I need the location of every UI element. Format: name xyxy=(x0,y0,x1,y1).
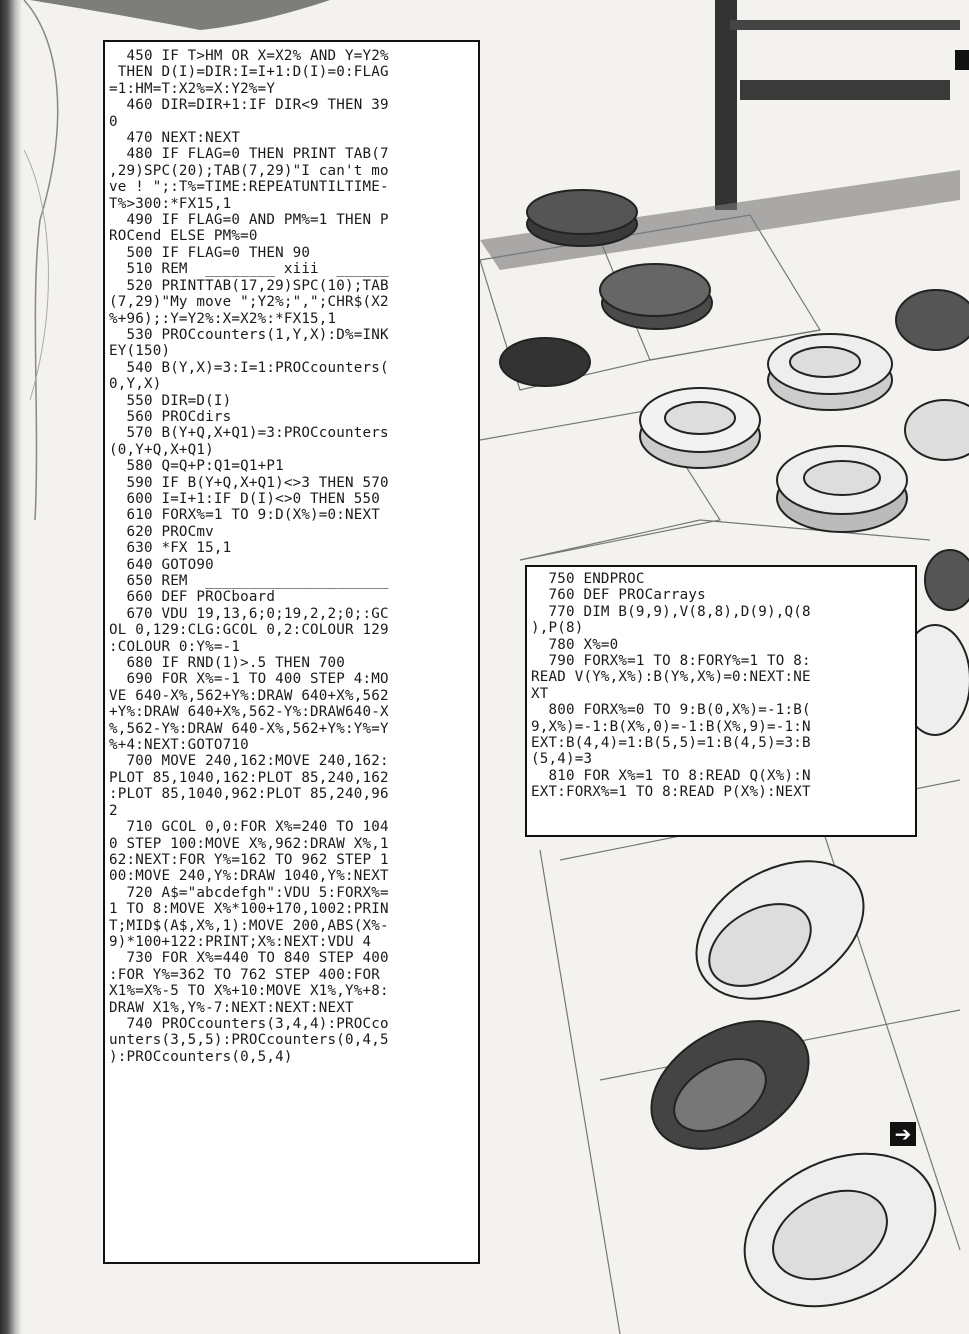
code-line: 0 xyxy=(109,113,118,130)
code-line: 810 FOR X%=1 TO 8:READ Q(X%):N xyxy=(531,767,811,784)
code-line: (0,Y+Q,X+Q1) xyxy=(109,441,214,458)
code-line: EY(150) xyxy=(109,343,171,360)
code-line: 460 DIR=DIR+1:IF DIR<9 THEN 39 xyxy=(109,97,389,114)
code-line: (7,29)"My move ";Y2%;",";CHR$(X2 xyxy=(109,294,389,311)
code-line: 680 IF RND(1)>.5 THEN 700 xyxy=(109,655,346,672)
code-line: 9)*100+122:PRINT;X%:NEXT:VDU 4 xyxy=(109,933,372,950)
code-line: 740 PROCcounters(3,4,4):PROCco xyxy=(109,1015,389,1032)
code-line: 580 Q=Q+P:Q1=Q1+P1 xyxy=(109,458,284,475)
code-line: (5,4)=3 xyxy=(531,751,593,768)
code-line: 660 DEF PROCboard xyxy=(109,589,276,606)
code-line: 600 I=I+1:IF D(I)<>0 THEN 550 xyxy=(109,490,380,507)
code-line: 670 VDU 19,13,6;0;19,2,2;0;:GC xyxy=(109,605,389,622)
code-line: 9,X%)=-1:B(X%,0)=-1:B(X%,9)=-1:N xyxy=(531,718,811,735)
code-line: EXT:FORX%=1 TO 8:READ P(X%):NEXT xyxy=(531,784,811,801)
code-line: 700 MOVE 240,162:MOVE 240,162: xyxy=(109,753,389,770)
code-line: 800 FORX%=0 TO 9:B(0,X%)=-1:B( xyxy=(531,702,811,719)
code-line: 520 PRINTTAB(17,29)SPC(10);TAB xyxy=(109,277,389,294)
code-line: +Y%:DRAW 640+X%,562-Y%:DRAW640-X xyxy=(109,704,389,721)
code-line: 750 ENDPROC xyxy=(531,571,645,587)
code-line: EXT:B(4,4)=1:B(5,5)=1:B(4,5)=3:B xyxy=(531,735,811,752)
code-line: DRAW X1%,Y%-7:NEXT:NEXT:NEXT xyxy=(109,999,354,1016)
code-line: %+96);:Y=Y2%:X=X2%:*FX15,1 xyxy=(109,310,337,327)
code-line: 730 FOR X%=440 TO 840 STEP 400 xyxy=(109,950,389,967)
code-line: T;MID$(A$,X%,1):MOVE 200,ABS(X%- xyxy=(109,917,389,934)
code-line: unters(3,5,5):PROCcounters(0,4,5 xyxy=(109,1032,389,1049)
code-line: 62:NEXT:FOR Y%=162 TO 962 STEP 1 xyxy=(109,851,389,868)
code-line: OL 0,129:CLG:GCOL 0,2:COLOUR 129 xyxy=(109,622,389,639)
code-line: X1%=X%-5 TO X%+10:MOVE X1%,Y%+8: xyxy=(109,983,389,1000)
code-line: 510 REM ________ xiii ______ xyxy=(109,261,389,278)
code-line: 570 B(Y+Q,X+Q1)=3:PROCcounters xyxy=(109,425,389,442)
code-line: 610 FORX%=1 TO 9:D(X%)=0:NEXT xyxy=(109,507,380,524)
code-line: T%>300:*FX15,1 xyxy=(109,195,232,212)
code-line: ),P(8) xyxy=(531,620,584,637)
code-line: 790 FORX%=1 TO 8:FORY%=1 TO 8: xyxy=(531,653,811,670)
code-line: ROCend ELSE PM%=0 xyxy=(109,228,258,245)
code-line: %+4:NEXT:GOTO710 xyxy=(109,737,249,754)
code-line: THEN D(I)=DIR:I=I+1:D(I)=0:FLAG xyxy=(109,64,389,81)
code-line: XT xyxy=(531,685,549,702)
code-line: 480 IF FLAG=0 THEN PRINT TAB(7 xyxy=(109,146,389,163)
code-line: 630 *FX 15,1 xyxy=(109,540,232,557)
code-line: VE 640-X%,562+Y%:DRAW 640+X%,562 xyxy=(109,687,389,704)
code-line: 530 PROCcounters(1,Y,X):D%=INK xyxy=(109,326,389,343)
code-line: 780 X%=0 xyxy=(531,636,619,653)
code-line: 760 DEF PROCarrays xyxy=(531,587,706,604)
code-line: 500 IF FLAG=0 THEN 90 xyxy=(109,244,311,261)
code-line: 1 TO 8:MOVE X%*100+170,1002:PRIN xyxy=(109,901,389,918)
code-line: 540 B(Y,X)=3:I=1:PROCcounters( xyxy=(109,359,389,376)
code-line: 0 STEP 100:MOVE X%,962:DRAW X%,1 xyxy=(109,835,389,852)
code-line: :COLOUR 0:Y%=-1 xyxy=(109,638,241,655)
basic-listing-side xyxy=(525,565,917,837)
code-line: 00:MOVE 240,Y%:DRAW 1040,Y%:NEXT xyxy=(109,868,389,885)
code-line: ve ! ";:T%=TIME:REPEATUNTILTIME- xyxy=(109,179,389,196)
code-line: 650 REM _____________________ xyxy=(109,573,389,589)
code-line: 560 PROCdirs xyxy=(109,408,232,425)
code-line: 0,Y,X) xyxy=(109,376,162,393)
code-line: 590 IF B(Y+Q,X+Q1)<>3 THEN 570 xyxy=(109,474,389,491)
corner-mark xyxy=(955,50,969,70)
code-line: ,29)SPC(20);TAB(7,29)"I can't mo xyxy=(109,162,389,179)
code-line: :FOR Y%=362 TO 762 STEP 400:FOR xyxy=(109,966,380,983)
code-line: 550 DIR=D(I) xyxy=(109,392,232,409)
code-line: 450 IF T>HM OR X=X2% AND Y=Y2% xyxy=(109,48,389,64)
code-line: 710 GCOL 0,0:FOR X%=240 TO 104 xyxy=(109,819,389,836)
code-line: :PLOT 85,1040,962:PLOT 85,240,96 xyxy=(109,786,389,803)
code-line: 490 IF FLAG=0 AND PM%=1 THEN P xyxy=(109,212,389,229)
code-line: ):PROCcounters(0,5,4) xyxy=(109,1048,293,1065)
basic-listing-main xyxy=(103,40,480,1264)
code-line: 770 DIM B(9,9),V(8,8),D(9),Q(8 xyxy=(531,603,811,620)
code-line: PLOT 85,1040,162:PLOT 85,240,162 xyxy=(109,769,389,786)
code-line: 690 FOR X%=-1 TO 400 STEP 4:MO xyxy=(109,671,389,688)
code-line: READ V(Y%,X%):B(Y%,X%)=0:NEXT:NE xyxy=(531,669,811,686)
code-line: 720 A$="abcdefgh":VDU 5:FORX%= xyxy=(109,884,389,901)
code-line: 2 xyxy=(109,802,118,819)
code-line: %,562-Y%:DRAW 640-X%,562+Y%:Y%=Y xyxy=(109,720,389,737)
code-line: 620 PROCmv xyxy=(109,523,214,540)
continue-arrow-icon: ➔ xyxy=(890,1122,916,1146)
code-line: =1:HM=T:X2%=X:Y2%=Y xyxy=(109,80,276,97)
code-line: 640 GOTO90 xyxy=(109,556,214,573)
code-line: 470 NEXT:NEXT xyxy=(109,130,241,147)
